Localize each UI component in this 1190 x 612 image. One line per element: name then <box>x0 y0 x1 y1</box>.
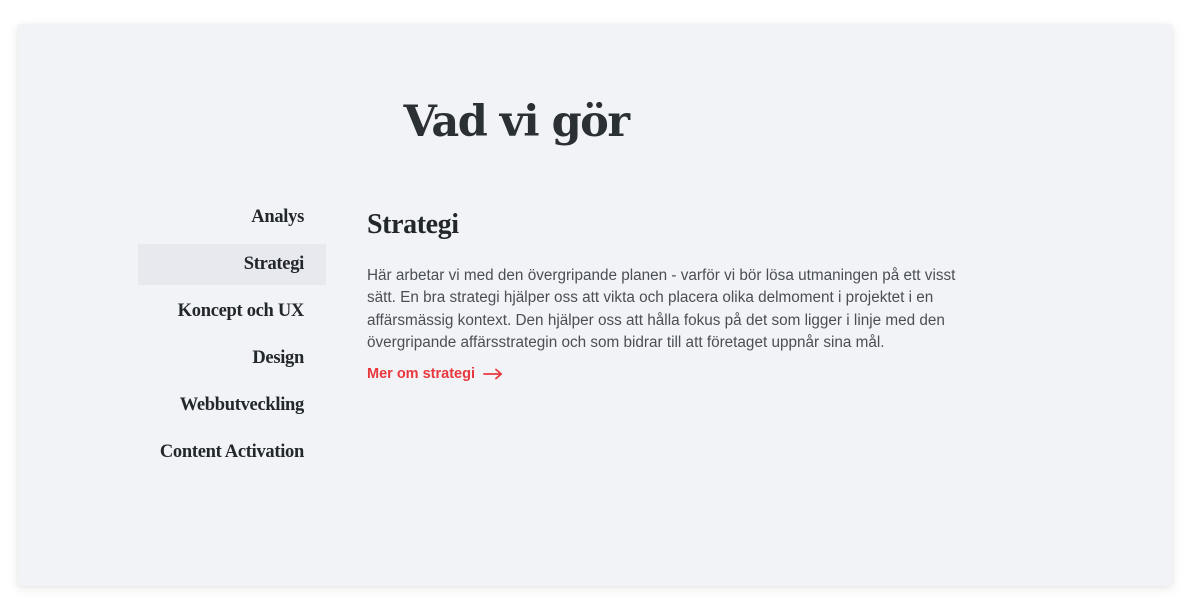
services-nav <box>138 197 326 479</box>
page-title: Vad vi gör <box>403 97 629 147</box>
service-description: Här arbetar vi med den övergripande planen - varför vi bör lösa utmaningen på ett visst sätt. En bra strategi hjälper oss att vikta och placera olika delmoment i projektet i en affärsmässig kontext. Den hjälper oss att hålla fokus på det som ligger i linje med den övergripande affärsstrategin och som bidrar till att företaget uppnår sina mål. <box>367 267 956 351</box>
nav-item-content-activation[interactable]: Content Activation <box>159 442 304 462</box>
nav-item-koncept-och-ux[interactable]: Koncept och UX <box>177 301 304 321</box>
nav-item-analys[interactable]: Analys <box>251 207 304 227</box>
service-title: Strategi <box>367 209 459 240</box>
nav-item-strategi[interactable]: Strategi <box>138 244 326 285</box>
arrow-right-icon <box>483 368 503 380</box>
read-more-label: Mer om strategi <box>367 366 475 383</box>
nav-item-design[interactable]: Design <box>252 348 304 368</box>
what-we-do-section <box>18 25 1172 586</box>
service-content-panel <box>367 205 967 383</box>
nav-item-webbutveckling[interactable]: Webbutveckling <box>179 395 304 415</box>
read-more-link[interactable] <box>367 366 503 382</box>
